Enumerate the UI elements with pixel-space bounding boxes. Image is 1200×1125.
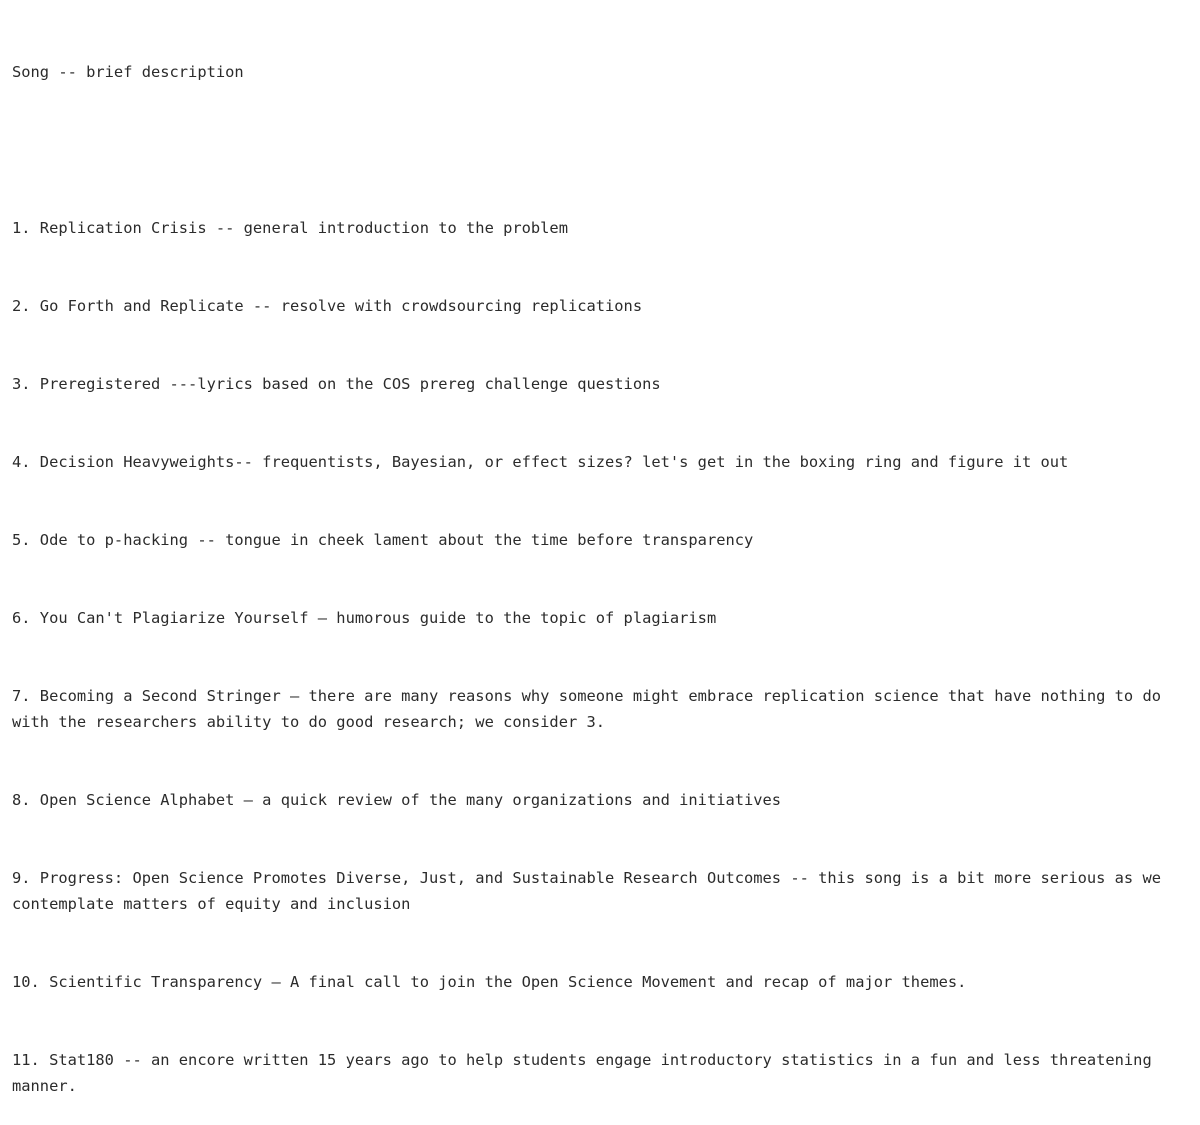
song-item-6: 6. You Can't Plagiarize Yourself – humorous guide to the topic of plagiarism — [12, 609, 717, 627]
song-item-8: 8. Open Science Alphabet – a quick review of the many organizations and initiatives — [12, 791, 782, 809]
song-item-9: 9. Progress: Open Science Promotes Diverse, Just, and Sustainable Research Outcomes -- this song is a bit more serious as we contemplate matters of equity and inclusion — [12, 869, 1171, 913]
document-header: Song -- brief description — [12, 63, 244, 81]
song-item-2: 2. Go Forth and Replicate -- resolve with crowdsourcing replications — [12, 297, 643, 315]
song-item-7: 7. Becoming a Second Stringer – there are many reasons why someone might embrace replication science that have nothing to do with the researchers ability to do good research; we consider 3. — [12, 687, 1171, 731]
blank-line — [12, 137, 1188, 163]
song-item-5: 5. Ode to p-hacking -- tongue in cheek lament about the time before transparency — [12, 531, 754, 549]
song-item-10: 10. Scientific Transparency – A final call to join the Open Science Movement and recap of major themes. — [12, 973, 967, 991]
song-item-3: 3. Preregistered ---lyrics based on the COS prereg challenge questions — [12, 375, 661, 393]
song-item-4: 4. Decision Heavyweights-- frequentists, Bayesian, or effect sizes? let's get in the boxing ring and figure it out — [12, 453, 1069, 471]
song-item-1: 1. Replication Crisis -- general introduction to the problem — [12, 219, 568, 237]
song-item-11: 11. Stat180 -- an encore written 15 years ago to help students engage introductory statistics in a fun and less threatening manner. — [12, 1051, 1161, 1095]
